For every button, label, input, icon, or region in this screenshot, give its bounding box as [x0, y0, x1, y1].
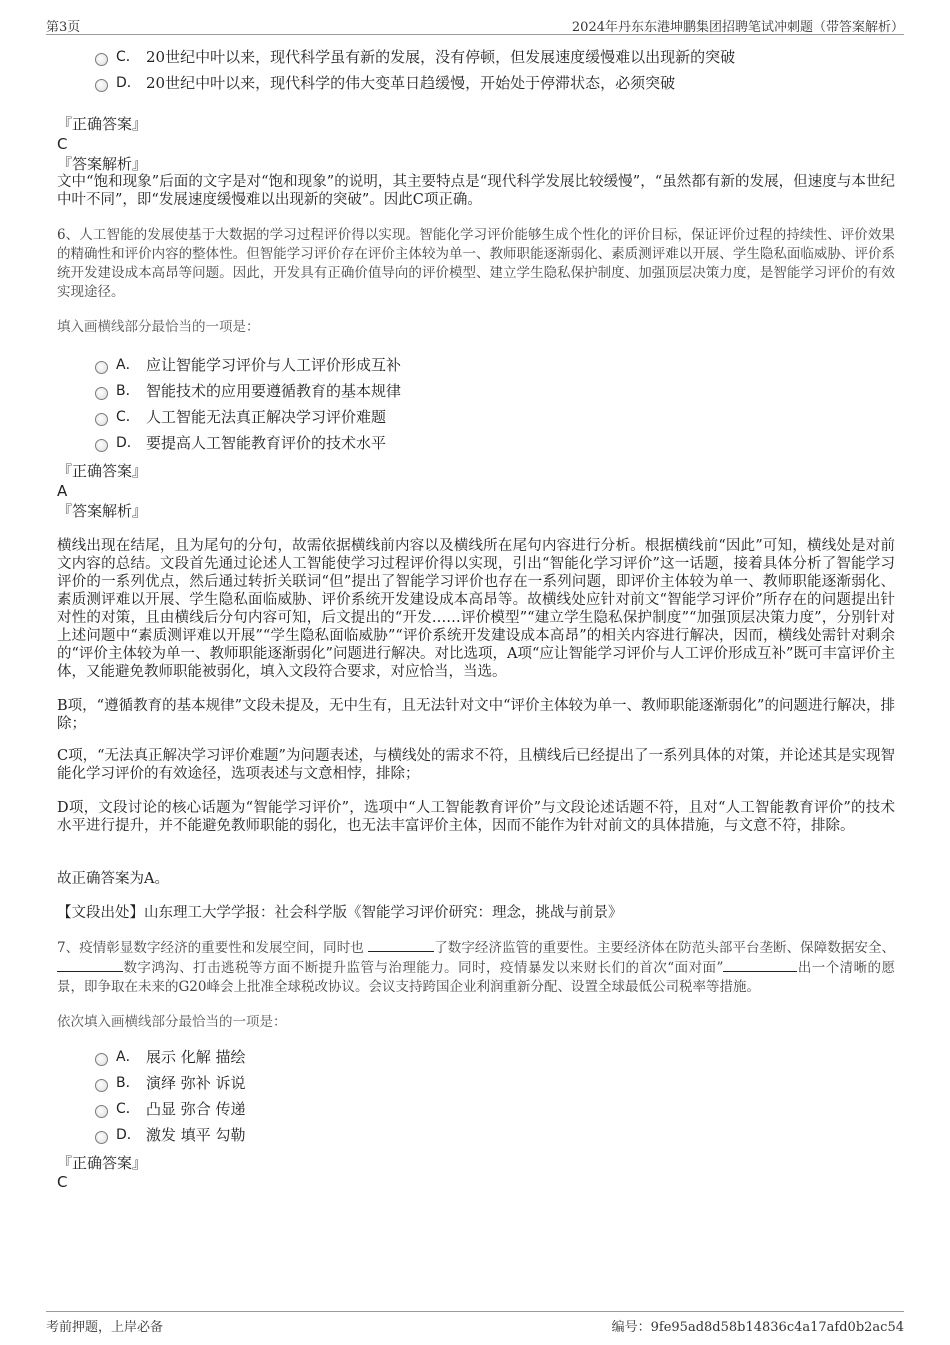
q6-analysis-title: 『答案解析』 — [57, 502, 148, 520]
q6-option-c[interactable]: C． 人工智能无法真正解决学习评价难题 — [95, 406, 386, 428]
q7-option-d[interactable]: D． 激发 填平 勾勒 — [95, 1124, 246, 1146]
fill-blank-2 — [57, 958, 123, 972]
q7-prompt: 依次填入画横线部分最恰当的一项是： — [57, 1014, 287, 1030]
q6-stem: 6、人工智能的发展使基于大数据的学习过程评价得以实现。智能化学习评价能够生成个性化的评价目标，保证评价过程的持续性、评价效果的精确性和评价内容的整体性。但智能学习评价存在评价主体较为单一、教师职能逐渐弱化、素质测评难以开展、学生隐私面临威胁、评价系统开发建设成本高昂等问题。因此，开发具有正确价值导向的评价模型、建立学生隐私保护制度、加强顶层决策力度，是智能学习评价的有效实现途径。 — [57, 227, 895, 300]
q6-analysis-main: 横线出现在结尾，且为尾句的分句，故需依据横线前内容以及横线所在尾句内容进行分析。根据横线前“因此”可知，横线处是对前文内容的总结。文段首先通过论述人工智能使学习过程评价得以实现，引出“智能化学习评价”这一话题，接着具体分析了智能学习评价的一系列优点，然后通过转折关联词“但”提出了智能学习评价也存在一系列问题，即评价主体较为单一、教师职能逐渐弱化、素质测评难以开展、学生隐私面临威胁、评价系统开发建设成本高昂等。故横线处应针对前文“智能学习评价”所存在的问题提出针对性的对策，且由横线后分句内容可知，后文提出的“开发……评价模型”“建立学生隐私保护制度”“加强顶层决策力度”，分别针对上述问题中“素质测评难以开展”“学生隐私面临威胁”“评价系统开发建设成本高昂”的相关内容进行解决，因而，横线处需针对剩余的“评价主体较为单一、教师职能逐渐弱化”问题进行解决。对比选项，A项“应让智能学习评价与人工评价形成互补”既可丰富评价主体，又能避免教师职能被弱化，填入文段符合要求，对应恰当，当选。 — [57, 538, 895, 680]
q6-analysis-b: B项，“遵循教育的基本规律”文段未提及，无中生有，且无法针对文中“评价主体较为单一、教师职能逐渐弱化”的问题进行解决，排除； — [57, 698, 895, 732]
document-title: 2024年丹东东港坤鹏集团招聘笔试冲刺题（带答案解析） — [571, 20, 904, 35]
radio-icon[interactable] — [95, 1131, 108, 1144]
radio-icon[interactable] — [95, 79, 108, 92]
q6-analysis-c: C项，“无法真正解决学习评价难题”为问题表述，与横线处的需求不符，且横线后已经提出了一系列具体的对策，并论述其是实现智能化学习评价的有效途径，选项表述与文意相悖，排除； — [57, 748, 895, 782]
q6-source: 【文段出处】山东理工大学学报：社会科学版《智能学习评价研究：理念，挑战与前景》 — [57, 905, 623, 921]
q5-answer-title: 『正确答案』 — [57, 115, 148, 133]
q6-option-a[interactable]: A． 应让智能学习评价与人工评价形成互补 — [95, 354, 401, 376]
q7-stem: 7、疫情彰显数字经济的重要性和发展空间，同时也 了数字经济监管的重要性。主要经济体在防范头部平台垄断、保障数据安全、数字鸿沟、打击逃税等方面不断提升监管与治理能力。同时，疫情暴发以来财长们的首次“面对面” 出一个清晰的愿景，即争取在未来的G20峰会上批准全球税改协议。会议支持跨国企业利润重新分配、设置全球最低公司税率等措施。 — [57, 940, 895, 995]
q5-answer: C — [57, 135, 68, 153]
q5-option-c[interactable]: C． 20世纪中叶以来，现代科学虽有新的发展，没有停顿，但发展速度缓慢难以出现新的突破 — [95, 46, 735, 68]
q7-option-c[interactable]: C． 凸显 弥合 传递 — [95, 1098, 246, 1120]
q6-analysis-d: D项，文段讨论的核心话题为“智能学习评价”，选项中“人工智能教育评价”与文段论述话题不符，且对“人工智能教育评价”的技术水平进行提升，并不能避免教师职能的弱化，也无法丰富评价主体，因而不能作为针对前文的具体措施，与文意不符，排除。 — [57, 800, 895, 834]
document-id: 编号：9fe95ad8d58b14836c4a17afd0b2ac54 — [611, 1320, 904, 1335]
radio-icon[interactable] — [95, 1105, 108, 1118]
q7-answer-title: 『正确答案』 — [57, 1154, 148, 1172]
fill-blank-3 — [723, 958, 797, 972]
fill-blank-1 — [368, 938, 434, 952]
q6-answer: A — [57, 482, 68, 500]
q6-answer-title: 『正确答案』 — [57, 462, 148, 480]
page-footer — [46, 1311, 904, 1334]
q5-option-d[interactable]: D． 20世纪中叶以来，现代科学的伟大变革日趋缓慢，开始处于停滞状态，必须突破 — [95, 72, 675, 94]
footer-slogan: 考前押题，上岸必备 — [46, 1320, 164, 1335]
radio-icon[interactable] — [95, 413, 108, 426]
q6-prompt: 填入画横线部分最恰当的一项是： — [57, 319, 260, 335]
q5-analysis-title: 『答案解析』 — [57, 155, 148, 173]
page-number: 第3页 — [46, 20, 81, 35]
q6-option-b[interactable]: B． 智能技术的应用要遵循教育的基本规律 — [95, 380, 401, 402]
q6-option-d[interactable]: D． 要提高人工智能教育评价的技术水平 — [95, 432, 386, 454]
radio-icon[interactable] — [95, 1053, 108, 1066]
radio-icon[interactable] — [95, 361, 108, 374]
q7-option-a[interactable]: A． 展示 化解 描绘 — [95, 1046, 246, 1068]
q7-answer: C — [57, 1173, 68, 1191]
radio-icon[interactable] — [95, 53, 108, 66]
q6-conclusion: 故正确答案为A。 — [57, 871, 169, 887]
page-header — [46, 14, 904, 35]
q7-option-b[interactable]: B． 演绎 弥补 诉说 — [95, 1072, 246, 1094]
radio-icon[interactable] — [95, 439, 108, 452]
radio-icon[interactable] — [95, 1079, 108, 1092]
radio-icon[interactable] — [95, 387, 108, 400]
q5-analysis: 文中“饱和现象”后面的文字是对“饱和现象”的说明，其主要特点是“现代科学发展比较缓慢”，“虽然都有新的发展，但速度与本世纪中叶不同”，即“发展速度缓慢难以出现新的突破”。因此C项正确。 — [57, 174, 895, 208]
